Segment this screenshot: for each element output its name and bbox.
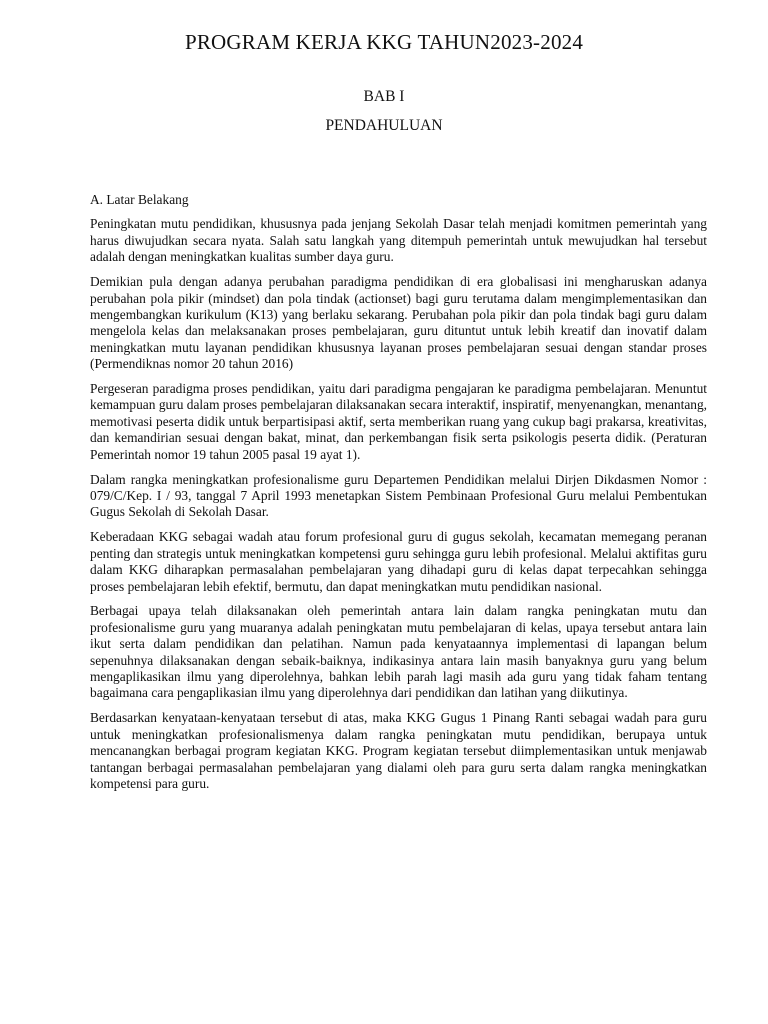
chapter-number: BAB I — [363, 88, 405, 105]
document-title: PROGRAM KERJA KKG TAHUN2023-2024 — [184, 30, 584, 54]
paragraph-7: Berdasarkan kenyataan-kenyataan tersebut di atas, maka KKG Gugus 1 Pinang Ranti sebagai wadah para guru untuk meningkatkan profesionalismenya dalam rangka peningkatan mutu pendidikan, berupaya untuk mencanangkan berbagai program kegiatan KKG. Program kegiatan tersebut diimplementasikan untuk menjawab tantangan berbagai permasalahan pembelajaran yang dialami oleh para guru serta dalam rangka meningkatkan kompetensi para guru. — [90, 710, 707, 791]
paragraph-5: Keberadaan KKG sebagai wadah atau forum profesional guru di gugus sekolah, kecamatan memegang peranan penting dan strategis untuk meningkatkan kompetensi guru sehingga guru lebih profesional. Melalui aktifitas guru dalam KKG diharapkan permasalahan pembelajaran yang dihadapi guru di kelas dapat terpecahkan sehingga proses pembelajaran lebih efektif, bermutu, dan dapat meningkatkan mutu pendidikan nasional. — [90, 529, 707, 594]
paragraph-4: Dalam rangka meningkatkan profesionalisme guru Departemen Pendidikan melalui Dirjen Dikdasmen Nomor : 079/C/Kep. I / 93, tanggal 7 April 1993 menetapkan Sistem Pembinaan Profesional Guru melalui Pembentukan Gugus Sekolah di Sekolah Dasar. — [90, 471, 707, 520]
paragraph-2: Demikian pula dengan adanya perubahan paradigma pendidikan di era globalisasi ini mengharuskan adanya perubahan pola pikir (mindset) dan pola tindak (actionset) bagi guru terutama dalam mengimplementasikan dan mengembangkan kurikulum (K13) yang berlaku sekarang. Perubahan pola pikir dan pola tindak bagi guru dalam mengelola kelas dan melaksanakan proses pembelajaran, guru dituntut untuk lebih kreatif dan inovatif dalam meningkatkan mutu layanan pendidikan khususnya layanan proses pembelajaran sesuai dengan standar proses (Permendiknas nomor 20 tahun 2016) — [90, 274, 707, 372]
paragraph-1: Peningkatan mutu pendidikan, khususnya pada jenjang Sekolah Dasar telah menjadi komitmen pemerintah yang harus diwujudkan secara nyata. Salah satu langkah yang ditempuh pemerintah untuk mewujudkan hal tersebut adalah dengan meningkatkan kualitas sumber daya guru. — [90, 216, 707, 265]
paragraph-6: Berbagai upaya telah dilaksanakan oleh pemerintah antara lain dalam rangka peningkatan mutu dan profesionalisme guru yang muaranya adalah peningkatan mutu pembelajaran di kelas, upaya tersebut antara lain ikut serta dalam pendidikan dan pelatihan. Namun pada kenyataannya implementasi di lapangan belum sepenuhnya dilaksanakan dengan sebaik-baiknya, indikasinya antara lain masih banyaknya guru yang belum mengaplikasikan ilmu yang diperolehnya, bahkan lebih parah lagi masih ada guru yang tidak faham tentang bagaimana cara pengaplikasian ilmu yang diperolehnya dari pendidikan dan latihan yang diikutinya. — [90, 603, 707, 701]
section-heading: A. Latar Belakang — [90, 192, 189, 207]
chapter-title: PENDAHULUAN — [325, 117, 443, 134]
section-latar-belakang — [90, 192, 707, 801]
paragraph-3: Pergeseran paradigma proses pendidikan, yaitu dari paradigma pengajaran ke paradigma pembelajaran. Menuntut kemampuan guru dalam proses pembelajaran dilaksanakan secara interaktif, inspiratif, menyenangkan, menantang, memotivasi peserta didik untuk berpartisipasi aktif, serta memberikan ruang yang cukup bagi prakarsa, kreativitas, dan kemandirian sesuai dengan bakat, minat, dan perkembangan fisik serta psikologis peserta didik. (Peraturan Pemerintah nomor 19 tahun 2005 pasal 19 ayat 1). — [90, 381, 707, 462]
